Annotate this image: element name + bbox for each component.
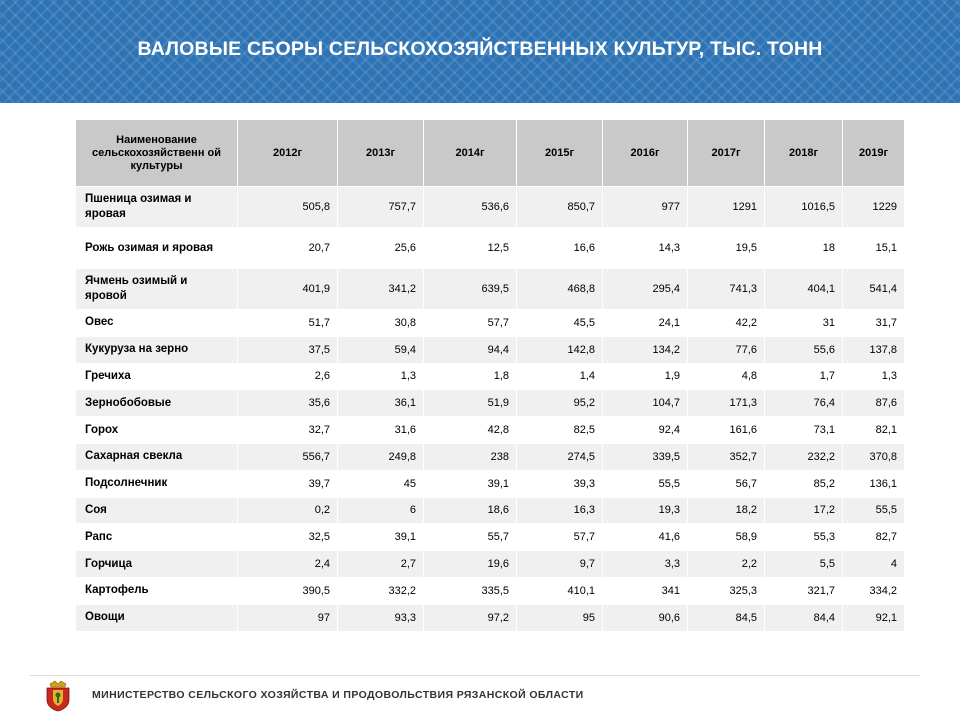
value-cell: 339,5 xyxy=(603,443,688,470)
value-cell: 325,3 xyxy=(688,577,765,604)
value-cell: 42,8 xyxy=(424,417,517,444)
value-cell: 41,6 xyxy=(603,524,688,551)
column-header-2017: 2017г xyxy=(688,120,765,187)
value-cell: 536,6 xyxy=(424,187,517,228)
value-cell: 137,8 xyxy=(843,336,905,363)
table-row xyxy=(76,417,905,444)
value-cell: 77,6 xyxy=(688,336,765,363)
value-cell: 161,6 xyxy=(688,417,765,444)
footer-divider xyxy=(30,675,920,676)
value-cell: 32,5 xyxy=(238,524,338,551)
column-header-2012: 2012г xyxy=(238,120,338,187)
crop-yield-table xyxy=(75,119,905,632)
value-cell: 37,5 xyxy=(238,336,338,363)
table-row xyxy=(76,577,905,604)
value-cell: 136,1 xyxy=(843,470,905,497)
table-row xyxy=(76,443,905,470)
column-header-2019: 2019г xyxy=(843,120,905,187)
value-cell: 16,3 xyxy=(517,497,603,524)
value-cell: 505,8 xyxy=(238,187,338,228)
value-cell: 76,4 xyxy=(765,390,843,417)
value-cell: 4,8 xyxy=(688,363,765,390)
table-body xyxy=(76,187,905,632)
value-cell: 87,6 xyxy=(843,390,905,417)
value-cell: 57,7 xyxy=(424,310,517,337)
crop-name-cell: Картофель xyxy=(76,577,238,604)
value-cell: 142,8 xyxy=(517,336,603,363)
value-cell: 17,2 xyxy=(765,497,843,524)
table-row xyxy=(76,187,905,228)
value-cell: 45 xyxy=(338,470,424,497)
value-cell: 16,6 xyxy=(517,228,603,269)
value-cell: 370,8 xyxy=(843,443,905,470)
value-cell: 59,4 xyxy=(338,336,424,363)
crop-name-cell: Гречиха xyxy=(76,363,238,390)
value-cell: 84,5 xyxy=(688,604,765,631)
value-cell: 56,7 xyxy=(688,470,765,497)
value-cell: 541,4 xyxy=(843,269,905,310)
page-title: ВАЛОВЫЕ СБОРЫ СЕЛЬСКОХОЗЯЙСТВЕННЫХ КУЛЬТУР, ТЫС. ТОНН xyxy=(137,38,823,60)
value-cell: 51,9 xyxy=(424,390,517,417)
column-header-2018: 2018г xyxy=(765,120,843,187)
crop-name-cell: Подсолнечник xyxy=(76,470,238,497)
value-cell: 95 xyxy=(517,604,603,631)
crop-name-cell: Сахарная свекла xyxy=(76,443,238,470)
table-row xyxy=(76,310,905,337)
column-header-2014: 2014г xyxy=(424,120,517,187)
value-cell: 2,4 xyxy=(238,551,338,578)
value-cell: 12,5 xyxy=(424,228,517,269)
value-cell: 73,1 xyxy=(765,417,843,444)
value-cell: 1,4 xyxy=(517,363,603,390)
value-cell: 97 xyxy=(238,604,338,631)
value-cell: 321,7 xyxy=(765,577,843,604)
value-cell: 25,6 xyxy=(338,228,424,269)
value-cell: 757,7 xyxy=(338,187,424,228)
value-cell: 468,8 xyxy=(517,269,603,310)
value-cell: 36,1 xyxy=(338,390,424,417)
value-cell: 977 xyxy=(603,187,688,228)
crop-name-cell: Ячмень озимый и яровой xyxy=(76,269,238,310)
crop-name-cell: Горох xyxy=(76,417,238,444)
value-cell: 24,1 xyxy=(603,310,688,337)
value-cell: 401,9 xyxy=(238,269,338,310)
value-cell: 410,1 xyxy=(517,577,603,604)
value-cell: 31,7 xyxy=(843,310,905,337)
value-cell: 19,5 xyxy=(688,228,765,269)
value-cell: 18 xyxy=(765,228,843,269)
value-cell: 1,3 xyxy=(843,363,905,390)
value-cell: 232,2 xyxy=(765,443,843,470)
value-cell: 14,3 xyxy=(603,228,688,269)
value-cell: 341,2 xyxy=(338,269,424,310)
value-cell: 334,2 xyxy=(843,577,905,604)
value-cell: 1,8 xyxy=(424,363,517,390)
value-cell: 1229 xyxy=(843,187,905,228)
value-cell: 18,2 xyxy=(688,497,765,524)
crop-name-cell: Соя xyxy=(76,497,238,524)
value-cell: 55,7 xyxy=(424,524,517,551)
value-cell: 332,2 xyxy=(338,577,424,604)
table-row xyxy=(76,336,905,363)
table-row xyxy=(76,524,905,551)
crop-name-cell: Кукуруза на зерно xyxy=(76,336,238,363)
table-row xyxy=(76,269,905,310)
value-cell: 32,7 xyxy=(238,417,338,444)
value-cell: 2,2 xyxy=(688,551,765,578)
value-cell: 55,6 xyxy=(765,336,843,363)
value-cell: 19,3 xyxy=(603,497,688,524)
value-cell: 741,3 xyxy=(688,269,765,310)
value-cell: 0,2 xyxy=(238,497,338,524)
crop-name-cell: Зернобобовые xyxy=(76,390,238,417)
value-cell: 390,5 xyxy=(238,577,338,604)
column-header-crop-name: Наименование сельскохозяйственн ой культуры xyxy=(76,120,238,187)
header-banner xyxy=(0,0,960,103)
value-cell: 82,5 xyxy=(517,417,603,444)
crop-name-cell: Овощи xyxy=(76,604,238,631)
value-cell: 35,6 xyxy=(238,390,338,417)
value-cell: 1016,5 xyxy=(765,187,843,228)
value-cell: 93,3 xyxy=(338,604,424,631)
value-cell: 295,4 xyxy=(603,269,688,310)
value-cell: 104,7 xyxy=(603,390,688,417)
value-cell: 6 xyxy=(338,497,424,524)
value-cell: 2,7 xyxy=(338,551,424,578)
value-cell: 55,3 xyxy=(765,524,843,551)
value-cell: 55,5 xyxy=(603,470,688,497)
table-row xyxy=(76,363,905,390)
coat-of-arms-icon xyxy=(44,680,72,712)
column-header-2015: 2015г xyxy=(517,120,603,187)
column-header-2013: 2013г xyxy=(338,120,424,187)
value-cell: 45,5 xyxy=(517,310,603,337)
value-cell: 92,4 xyxy=(603,417,688,444)
value-cell: 39,3 xyxy=(517,470,603,497)
crop-name-cell: Горчица xyxy=(76,551,238,578)
value-cell: 1,7 xyxy=(765,363,843,390)
value-cell: 556,7 xyxy=(238,443,338,470)
value-cell: 82,1 xyxy=(843,417,905,444)
value-cell: 85,2 xyxy=(765,470,843,497)
value-cell: 55,5 xyxy=(843,497,905,524)
value-cell: 92,1 xyxy=(843,604,905,631)
column-header-2016: 2016г xyxy=(603,120,688,187)
value-cell: 57,7 xyxy=(517,524,603,551)
value-cell: 39,1 xyxy=(338,524,424,551)
value-cell: 84,4 xyxy=(765,604,843,631)
value-cell: 94,4 xyxy=(424,336,517,363)
value-cell: 274,5 xyxy=(517,443,603,470)
value-cell: 51,7 xyxy=(238,310,338,337)
value-cell: 2,6 xyxy=(238,363,338,390)
value-cell: 1,3 xyxy=(338,363,424,390)
value-cell: 352,7 xyxy=(688,443,765,470)
value-cell: 850,7 xyxy=(517,187,603,228)
value-cell: 1,9 xyxy=(603,363,688,390)
table-row xyxy=(76,390,905,417)
value-cell: 39,1 xyxy=(424,470,517,497)
value-cell: 95,2 xyxy=(517,390,603,417)
value-cell: 19,6 xyxy=(424,551,517,578)
value-cell: 18,6 xyxy=(424,497,517,524)
value-cell: 15,1 xyxy=(843,228,905,269)
table-row xyxy=(76,604,905,631)
table-row xyxy=(76,497,905,524)
table-header-row xyxy=(76,120,905,187)
value-cell: 30,8 xyxy=(338,310,424,337)
value-cell: 171,3 xyxy=(688,390,765,417)
crop-name-cell: Рожь озимая и яровая xyxy=(76,228,238,269)
value-cell: 31,6 xyxy=(338,417,424,444)
crop-name-cell: Рапс xyxy=(76,524,238,551)
value-cell: 404,1 xyxy=(765,269,843,310)
value-cell: 31 xyxy=(765,310,843,337)
value-cell: 20,7 xyxy=(238,228,338,269)
value-cell: 4 xyxy=(843,551,905,578)
table-row xyxy=(76,470,905,497)
value-cell: 3,3 xyxy=(603,551,688,578)
value-cell: 82,7 xyxy=(843,524,905,551)
table-row xyxy=(76,228,905,269)
crop-name-cell: Овес xyxy=(76,310,238,337)
value-cell: 238 xyxy=(424,443,517,470)
value-cell: 90,6 xyxy=(603,604,688,631)
crop-name-cell: Пшеница озимая и яровая xyxy=(76,187,238,228)
value-cell: 335,5 xyxy=(424,577,517,604)
value-cell: 39,7 xyxy=(238,470,338,497)
value-cell: 97,2 xyxy=(424,604,517,631)
value-cell: 1291 xyxy=(688,187,765,228)
table-row xyxy=(76,551,905,578)
value-cell: 134,2 xyxy=(603,336,688,363)
value-cell: 42,2 xyxy=(688,310,765,337)
value-cell: 58,9 xyxy=(688,524,765,551)
value-cell: 341 xyxy=(603,577,688,604)
value-cell: 639,5 xyxy=(424,269,517,310)
value-cell: 249,8 xyxy=(338,443,424,470)
value-cell: 9,7 xyxy=(517,551,603,578)
ministry-name: МИНИСТЕРСТВО СЕЛЬСКОГО ХОЗЯЙСТВА И ПРОДОВОЛЬСТВИЯ РЯЗАНСКОЙ ОБЛАСТИ xyxy=(92,689,584,701)
value-cell: 5,5 xyxy=(765,551,843,578)
